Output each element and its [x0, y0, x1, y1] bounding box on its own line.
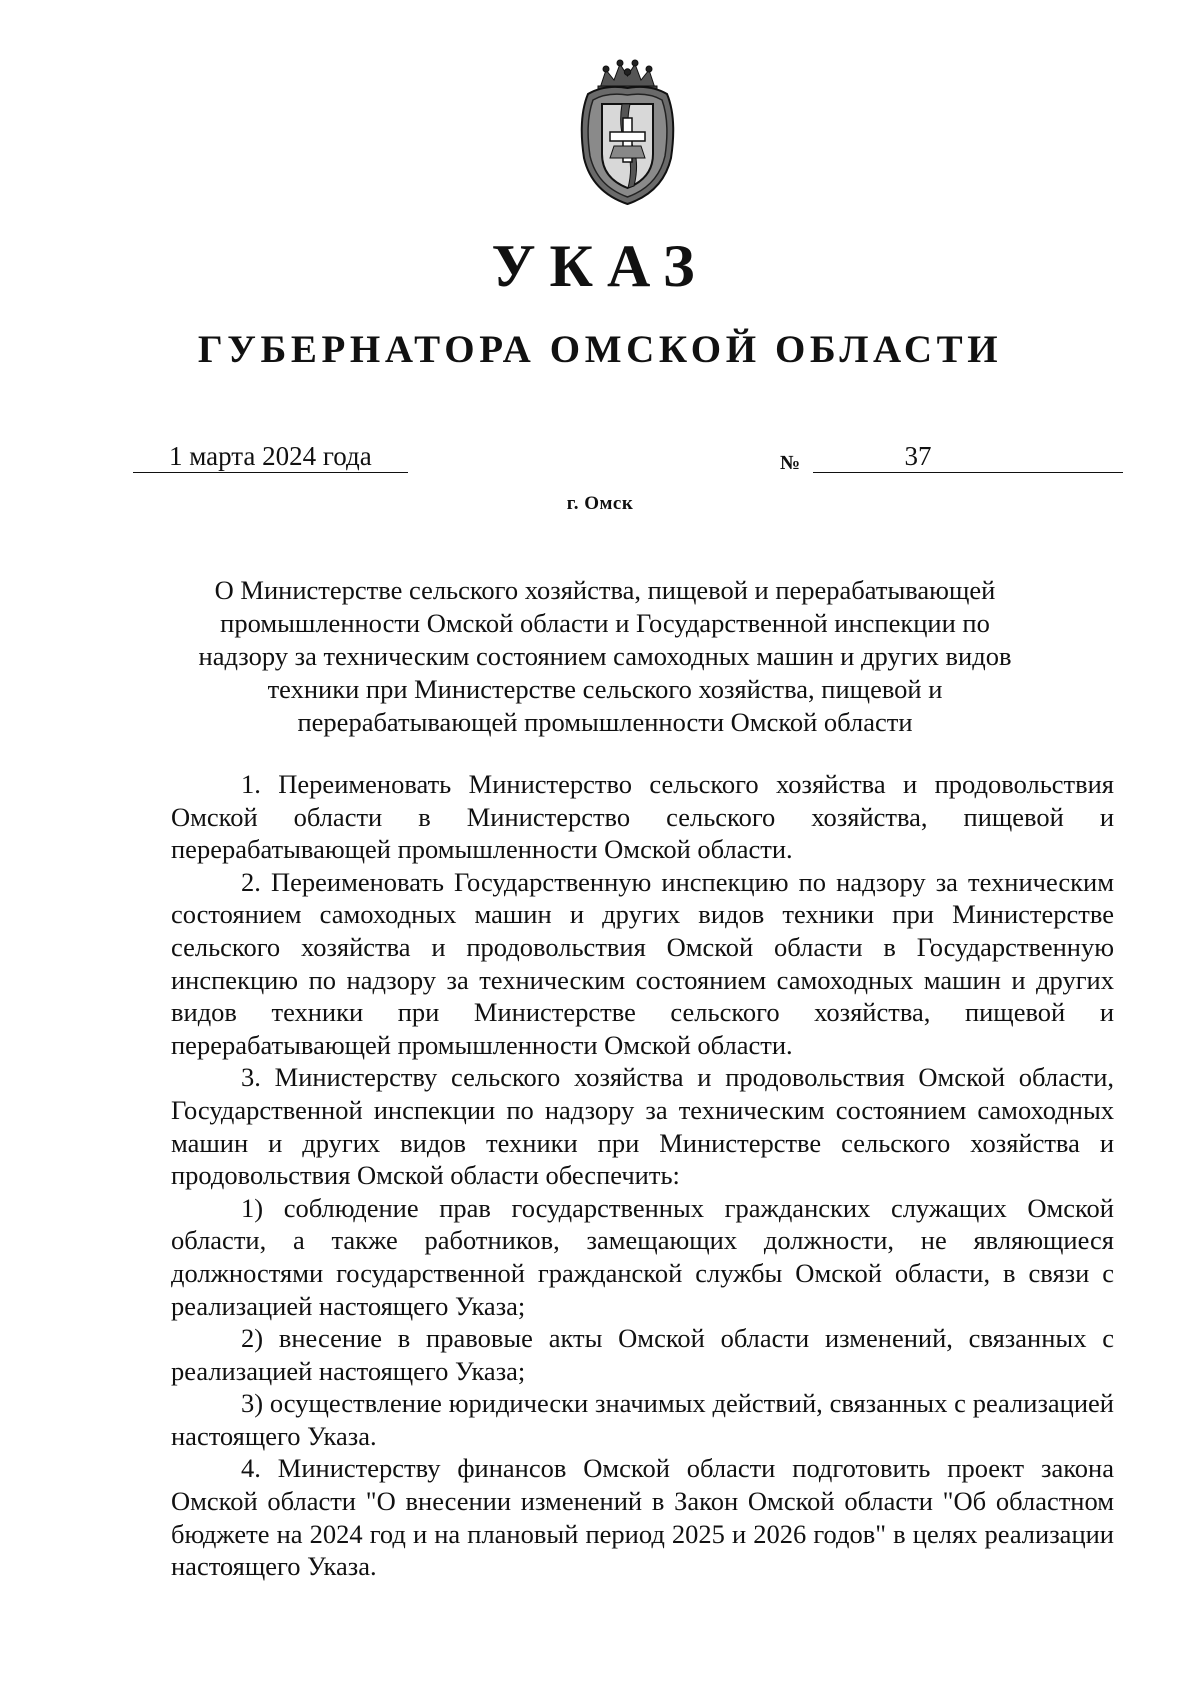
- paragraph: 3. Министерству сельского хозяйства и продовольствия Омской области, Государственной инспекции по надзору за техническим состоянием самоходных машин и других видов техники при Министерстве сельского хозяйства и продовольствия Омской области обеспечить:: [171, 1062, 1114, 1191]
- number-value: 37: [904, 441, 932, 471]
- document-type-title: УКАЗ: [491, 233, 709, 299]
- decree-subject-title: О Министерстве сельского хозяйства, пищевой и перерабатывающей промышленности Омской области и Государственной инспекции по надзору за техническим состоянием самоходных машин и других видов техники при Министерстве сельского хозяйства, пищевой и перерабатывающей промышленности Омской области: [198, 575, 1012, 737]
- city-label: г. Омск: [566, 493, 634, 514]
- paragraph: 1. Переименовать Министерство сельского хозяйства и продовольствия Омской области в Министерство сельского хозяйства, пищевой и перерабатывающей промышленности Омской области.: [171, 769, 1114, 865]
- paragraph: 2) внесение в правовые акты Омской области изменений, связанных с реализацией настоящего Указа;: [171, 1323, 1114, 1386]
- number-field: [813, 440, 1123, 473]
- date-value: 1 марта 2024 года: [169, 441, 372, 471]
- paragraph: 2. Переименовать Государственную инспекцию по надзору за техническим состоянием самоходных машин и других видов техники при Министерстве сельского хозяйства и продовольствия Омской области в Государственную инспекцию по надзору за техническим состоянием самоходных машин и других видов техники при Министерстве сельского хозяйства, пищевой и перерабатывающей промышленности Омской области.: [171, 866, 1114, 1060]
- decree-body: [171, 768, 1114, 1583]
- paragraph: 4. Министерству финансов Омской области подготовить проект закона Омской области "О внесении изменений в Закон Омской области "Об областном бюджете на 2024 год и на плановый период 2025 и 2026 годов" в целях реализации настоящего Указа.: [171, 1453, 1114, 1582]
- paragraph: 3) осуществление юридически значимых действий, связанных с реализацией настоящего Указа.: [171, 1388, 1114, 1451]
- issuer-title: ГУБЕРНАТОРА ОМСКОЙ ОБЛАСТИ: [197, 328, 1003, 371]
- omsk-region-coat-of-arms-icon: [570, 58, 685, 206]
- paragraph: 1) соблюдение прав государственных гражданских служащих Омской области, а также работников, замещающих должности, не являющиеся должностями государственной гражданской службы Омской области, в связи с реализацией настоящего Указа;: [171, 1192, 1114, 1321]
- number-label: №: [780, 452, 801, 474]
- date-field: [133, 440, 408, 473]
